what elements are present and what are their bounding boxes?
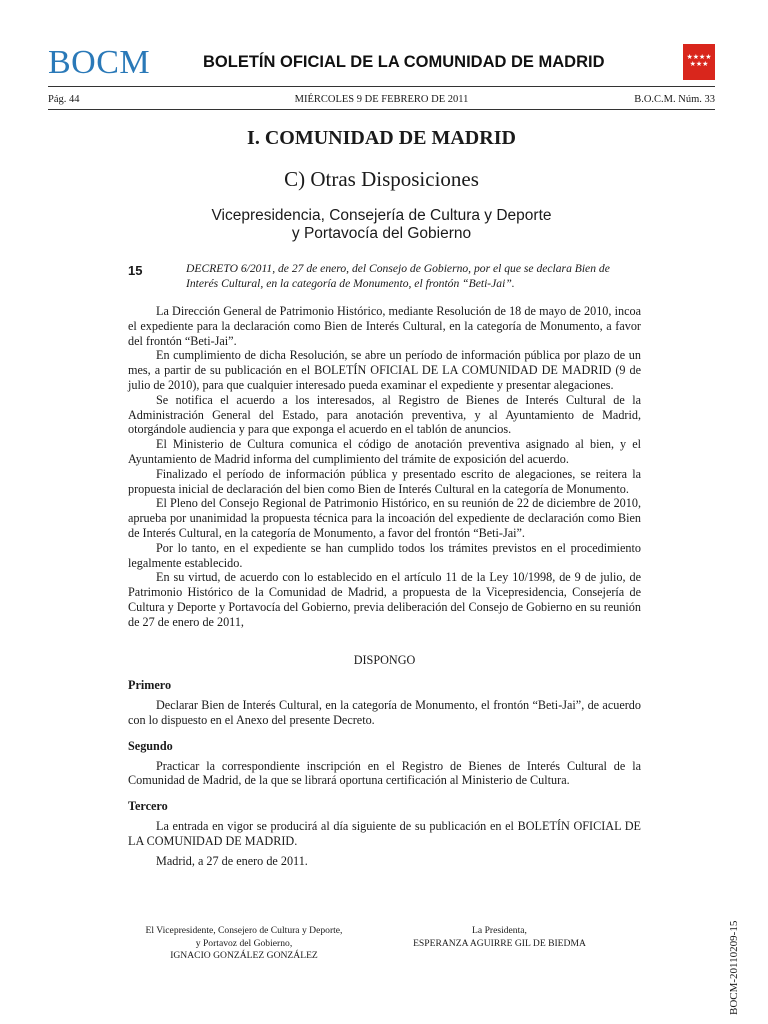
decree-number: 15 <box>128 263 143 278</box>
body-paragraph: Por lo tanto, en el expediente se han cumplido todos los trámites previstos en el procedimiento legalmente establecido. <box>128 540 641 570</box>
flag-stars: ★★★★ ★★★ <box>686 53 712 68</box>
article-text-primero: Declarar Bien de Interés Cultural, en la categoría de Monumento, el frontón “Beti-Jai”, de acuerdo con lo dispuesto en el Anexo del presente Decreto. <box>128 698 641 727</box>
article-heading-tercero: Tercero <box>128 799 168 814</box>
madrid-flag-icon <box>683 44 715 80</box>
section-title: I. COMUNIDAD DE MADRID <box>247 127 516 149</box>
article-text-tercero: La entrada en vigor se producirá al día siguiente de su publicación en el BOLETÍN OFICIAL DE LA COMUNIDAD DE MADRID. <box>128 818 641 848</box>
organization-heading <box>48 207 715 243</box>
side-code-text: BOCM-20110209-15 <box>728 920 740 1015</box>
organization-line-1: Vicepresidencia, Consejería de Cultura y Deporte <box>211 207 552 224</box>
decree-body <box>128 304 641 868</box>
place-date: Madrid, a 27 de enero de 2011. <box>156 853 308 868</box>
signature-right-title: La Presidenta, <box>472 925 527 936</box>
side-reference-code <box>724 905 744 1015</box>
header-rule-top <box>48 86 715 87</box>
body-paragraph: El Ministerio de Cultura comunica el código de anotación preventiva asignado al bien, y el Ayuntamiento de Madrid informa del cumplimiento del trámite de exposición del acuerdo. <box>128 437 641 466</box>
signature-left-title-2: y Portavoz del Gobierno, <box>195 937 293 949</box>
masthead <box>48 44 715 84</box>
dispongo-heading: DISPONGO <box>353 652 416 667</box>
header-rule-bottom <box>48 109 715 110</box>
signature-left-title: El Vicepresidente, Consejero de Cultura y Deporte, <box>145 925 343 936</box>
signature-vicepresidente <box>128 925 360 963</box>
issue-date: MIÉRCOLES 9 DE FEBRERO DE 2011 <box>294 94 469 105</box>
decree-summary: DECRETO 6/2011, de 27 de enero, del Consejo de Gobierno, por el que se declara Bien de Interés Cultural, en la categoría de Monumento, el frontón “Beti-Jai”. <box>186 262 610 290</box>
body-paragraph: El Pleno del Consejo Regional de Patrimonio Histórico, en su reunión de 22 de diciembre de 2010, aprueba por unanimidad la propuesta técnica para la incoación del expediente de declaración como Bien de Interés Cultural, en la categoría de Monumento, a favor del frontón “Beti-Jai”. <box>128 496 641 540</box>
body-paragraph: En cumplimiento de dicha Resolución, se abre un período de información pública por plazo de un mes, a partir de su publicación en el BOLETÍN OFICIAL DE LA COMUNIDAD DE MADRID (9 de julio de 2010), para que cualquier interesado pueda examinar el expediente y presentar alegaciones. <box>128 348 641 392</box>
bocm-logo: BOCM <box>48 44 151 81</box>
signature-presidenta <box>392 925 607 950</box>
article-text-segundo: Practicar la correspondiente inscripción en el Registro de Bienes de Interés Cultural de la Comunidad de Madrid, de la que se librará oportuna certificación al Ministerio de Cultura. <box>128 758 641 788</box>
signature-right-name: ESPERANZA AGUIRRE GIL DE BIEDMA <box>413 937 586 949</box>
signature-left-name: IGNACIO GONZÁLEZ GONZÁLEZ <box>170 950 318 961</box>
organization-line-2: y Portavocía del Gobierno <box>291 225 472 242</box>
body-paragraph: Se notifica el acuerdo a los interesados, al Registro de Bienes de Interés Cultural de la Administración General del Estado, para anotación preventiva, y al Ayuntamiento de Madrid, otorgándole audiencia y para que exponga el acuerdo en el tablón de anuncios. <box>128 392 641 437</box>
article-heading-segundo: Segundo <box>128 738 173 753</box>
page-header-line <box>48 93 715 107</box>
article-heading-primero: Primero <box>128 678 172 693</box>
masthead-title: BOLETÍN OFICIAL DE LA COMUNIDAD DE MADRID <box>203 53 605 71</box>
body-paragraph: Finalizado el período de información pública y presentado escrito de alegaciones, se reitera la propuesta inicial de declaración del bien como Bien de Interés Cultural en la categoría de Monumento. <box>128 466 641 496</box>
section-subtitle: C) Otras Disposiciones <box>284 167 479 191</box>
page-number: Pág. 44 <box>48 94 80 105</box>
issue-number: B.O.C.M. Núm. 33 <box>634 94 715 105</box>
body-paragraph: La Dirección General de Patrimonio Histórico, mediante Resolución de 18 de mayo de 2010, incoa el expediente para la declaración como Bien de Interés Cultural, en la categoría de Monumento, a favor del frontón “Beti-Jai”. <box>128 304 641 348</box>
body-paragraph: En su virtud, de acuerdo con lo establecido en el artículo 11 de la Ley 10/1998, de 9 de julio, de Patrimonio Histórico de la Comunidad de Madrid, a propuesta de la Vicepresidencia, Consejería de Cultura y Deporte y Portavocía del Gobierno, previa deliberación del Consejo de Gobierno en su reunión de 27 de enero de 2011, <box>128 570 641 629</box>
